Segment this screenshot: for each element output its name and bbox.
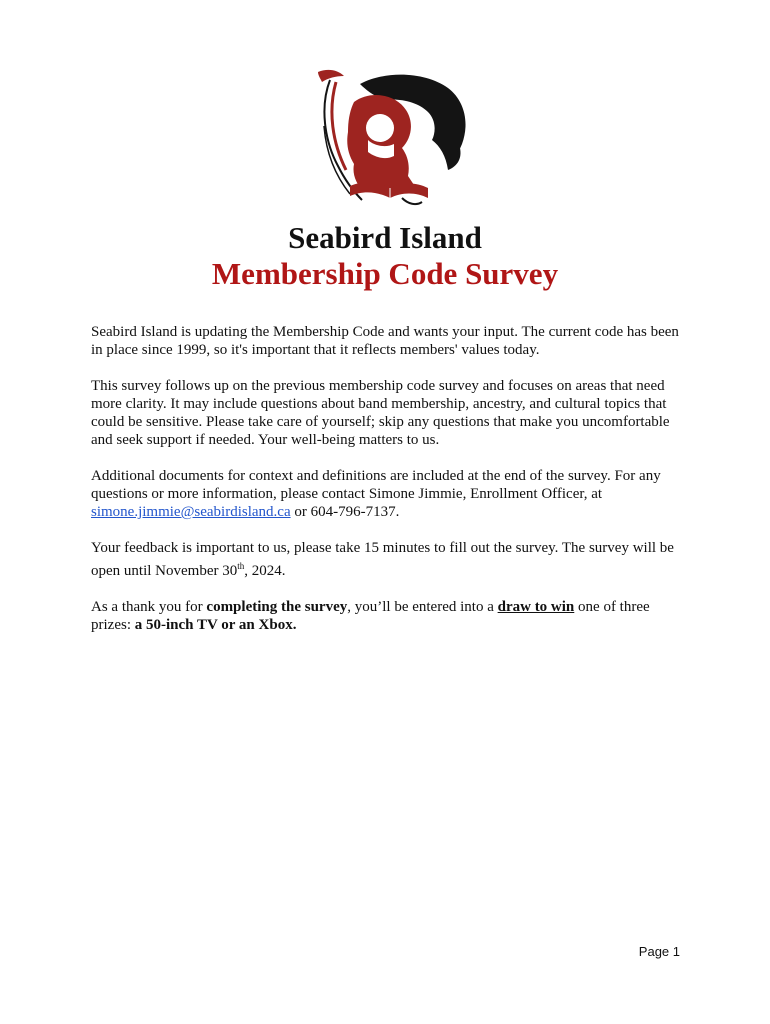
deadline-paragraph	[91, 539, 683, 580]
survey-info-paragraph: This survey follows up on the previous membership code survey and focuses on areas that need more clarity. It may include questions about band membership, ancestry, and cultural topics that could be sensitive. Please take care of yourself; skip any questions that make you uncomfortable and seek support if needed. Your well-being matters to us.	[91, 378, 670, 448]
page-subtitle: Membership Code Survey	[211, 256, 559, 291]
deadline-text: Your feedback is important to us, please take 15 minutes to fill out the survey. The survey will be open until November 30	[91, 540, 674, 579]
ordinal-suffix: th	[237, 561, 245, 571]
draw-to-win-text: draw to win	[497, 599, 575, 615]
prize-paragraph	[91, 598, 683, 634]
intro-paragraph: Seabird Island is updating the Membership Code and wants your input. The current code has been in place since 1999, so it's important that it reflects members' values today.	[91, 324, 679, 358]
prize-text-1: As a thank you for	[91, 599, 203, 615]
prizes-bold: a 50-inch TV or an Xbox.	[134, 617, 297, 633]
page-title: Seabird Island	[288, 220, 482, 255]
prize-text-2: , you’ll be entered into a	[347, 599, 494, 615]
contact-text: Additional documents for context and definitions are included at the end of the survey. For any questions or more information, please contact Simone Jimmie, Enrollment Officer, at	[91, 468, 661, 502]
deadline-year: , 2024.	[244, 563, 286, 579]
seabird-island-logo-icon	[298, 66, 474, 212]
page-number: Page 1	[638, 944, 680, 959]
completing-survey-bold: completing the survey	[206, 599, 348, 615]
prize-text-3: one of three prizes:	[91, 599, 650, 633]
document-body	[91, 323, 683, 652]
contact-paragraph	[91, 467, 683, 521]
phone-text: or 604-796-7137.	[294, 504, 400, 520]
email-link[interactable]: simone.jimmie@seabirdisland.ca	[91, 504, 291, 520]
